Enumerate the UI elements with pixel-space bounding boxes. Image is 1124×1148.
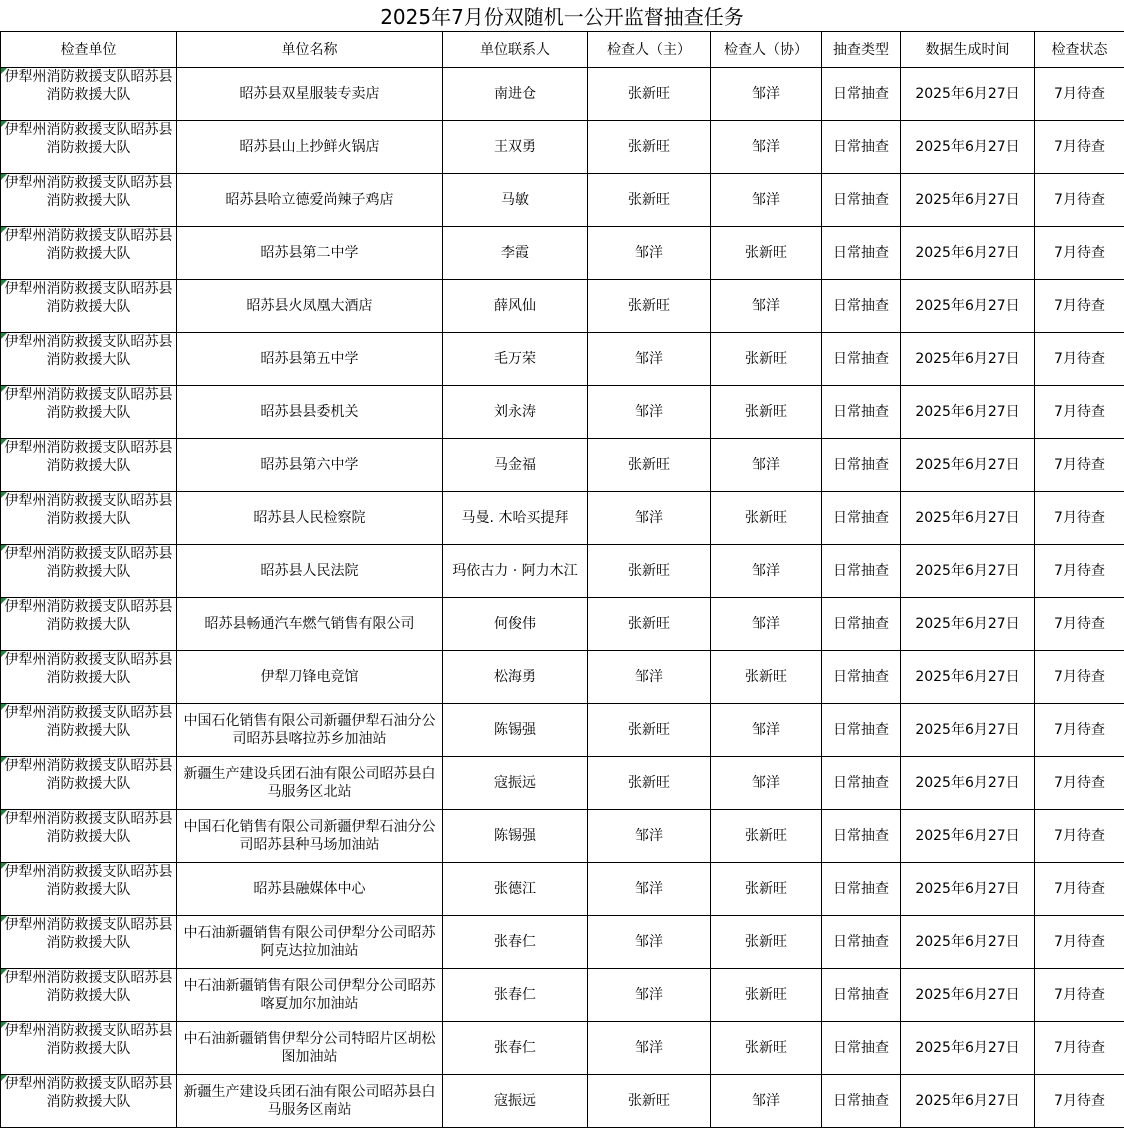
status-cell[interactable]: 7月待查	[1035, 439, 1124, 492]
check-type-cell[interactable]: 日常抽查	[822, 1022, 901, 1075]
generated-date-cell[interactable]: 2025年6月27日	[901, 439, 1035, 492]
inspector-main-cell[interactable]: 邹洋	[588, 969, 711, 1022]
unit-name-cell[interactable]: 昭苏县哈立德爱尚辣子鸡店	[177, 174, 443, 227]
table-row[interactable]	[1, 598, 1124, 651]
header-inspection-unit[interactable]: 检查单位	[1, 32, 177, 68]
check-type-cell[interactable]: 日常抽查	[822, 68, 901, 121]
check-type-cell[interactable]: 日常抽查	[822, 492, 901, 545]
inspection-unit-cell[interactable]: 伊犁州消防救援支队昭苏县消防救援大队	[1, 704, 177, 757]
header-inspector-main[interactable]: 检查人（主）	[588, 32, 711, 68]
generated-date-cell[interactable]: 2025年6月27日	[901, 810, 1035, 863]
unit-name-cell[interactable]: 昭苏县第六中学	[177, 439, 443, 492]
status-cell[interactable]: 7月待查	[1035, 280, 1124, 333]
status-cell[interactable]: 7月待查	[1035, 704, 1124, 757]
check-type-cell[interactable]: 日常抽查	[822, 227, 901, 280]
unit-name-cell[interactable]: 昭苏县人民法院	[177, 545, 443, 598]
inspector-assist-cell[interactable]: 张新旺	[711, 227, 822, 280]
inspector-assist-cell[interactable]: 张新旺	[711, 969, 822, 1022]
header-inspector-assist[interactable]: 检查人（协）	[711, 32, 822, 68]
generated-date-cell[interactable]: 2025年6月27日	[901, 704, 1035, 757]
status-cell[interactable]: 7月待查	[1035, 757, 1124, 810]
generated-date-cell[interactable]: 2025年6月27日	[901, 1022, 1035, 1075]
check-type-cell[interactable]: 日常抽查	[822, 386, 901, 439]
inspector-main-cell[interactable]: 张新旺	[588, 1075, 711, 1128]
inspector-main-cell[interactable]: 邹洋	[588, 916, 711, 969]
inspector-assist-cell[interactable]: 张新旺	[711, 651, 822, 704]
sheet-title: 2025年7月份双随机一公开监督抽查任务	[380, 5, 744, 29]
contact-cell[interactable]: 马曼. 木哈买提拜	[443, 492, 588, 545]
status-cell[interactable]: 7月待查	[1035, 1022, 1124, 1075]
unit-name-cell[interactable]: 昭苏县第二中学	[177, 227, 443, 280]
check-type-cell[interactable]: 日常抽查	[822, 969, 901, 1022]
check-type-cell[interactable]: 日常抽查	[822, 439, 901, 492]
inspection-unit-cell[interactable]: 伊犁州消防救援支队昭苏县消防救援大队	[1, 969, 177, 1022]
check-type-cell[interactable]: 日常抽查	[822, 545, 901, 598]
check-type-cell[interactable]: 日常抽查	[822, 863, 901, 916]
inspector-assist-cell[interactable]: 邹洋	[711, 757, 822, 810]
status-cell[interactable]: 7月待查	[1035, 545, 1124, 598]
table-row[interactable]	[1, 969, 1124, 1022]
generated-date-cell[interactable]: 2025年6月27日	[901, 545, 1035, 598]
unit-name-cell[interactable]: 昭苏县县委机关	[177, 386, 443, 439]
unit-name-cell[interactable]: 新疆生产建设兵团石油有限公司昭苏县白马服务区北站	[177, 757, 443, 810]
table-row[interactable]	[1, 704, 1124, 757]
status-cell[interactable]: 7月待查	[1035, 651, 1124, 704]
check-type-cell[interactable]: 日常抽查	[822, 121, 901, 174]
header-status[interactable]: 检查状态	[1035, 32, 1124, 68]
status-cell[interactable]: 7月待查	[1035, 121, 1124, 174]
generated-date-cell[interactable]: 2025年6月27日	[901, 227, 1035, 280]
check-type-cell[interactable]: 日常抽查	[822, 333, 901, 386]
generated-date-cell[interactable]: 2025年6月27日	[901, 969, 1035, 1022]
status-cell[interactable]: 7月待查	[1035, 916, 1124, 969]
table-row[interactable]	[1, 68, 1124, 121]
unit-name-cell[interactable]: 昭苏县山上抄鲜火锅店	[177, 121, 443, 174]
generated-date-cell[interactable]: 2025年6月27日	[901, 68, 1035, 121]
inspection-unit-cell[interactable]: 伊犁州消防救援支队昭苏县消防救援大队	[1, 121, 177, 174]
contact-cell[interactable]: 松海勇	[443, 651, 588, 704]
header-row	[1, 32, 1124, 68]
inspector-main-cell[interactable]: 邹洋	[588, 227, 711, 280]
check-type-cell[interactable]: 日常抽查	[822, 757, 901, 810]
inspector-main-cell[interactable]: 邹洋	[588, 492, 711, 545]
generated-date-cell[interactable]: 2025年6月27日	[901, 1075, 1035, 1128]
header-generated-date[interactable]: 数据生成时间	[901, 32, 1035, 68]
inspector-assist-cell[interactable]: 邹洋	[711, 1075, 822, 1128]
inspection-unit-cell[interactable]: 伊犁州消防救援支队昭苏县消防救援大队	[1, 280, 177, 333]
inspector-assist-cell[interactable]: 邹洋	[711, 174, 822, 227]
status-cell[interactable]: 7月待查	[1035, 333, 1124, 386]
contact-cell[interactable]: 薛风仙	[443, 280, 588, 333]
inspector-assist-cell[interactable]: 邹洋	[711, 439, 822, 492]
status-cell[interactable]: 7月待查	[1035, 492, 1124, 545]
check-type-cell[interactable]: 日常抽查	[822, 651, 901, 704]
generated-date-cell[interactable]: 2025年6月27日	[901, 492, 1035, 545]
table-row[interactable]	[1, 545, 1124, 598]
status-cell[interactable]: 7月待查	[1035, 1075, 1124, 1128]
header-contact[interactable]: 单位联系人	[443, 32, 588, 68]
table-row[interactable]	[1, 863, 1124, 916]
unit-name-cell[interactable]: 中石油新疆销售有限公司伊犁分公司昭苏阿克达拉加油站	[177, 916, 443, 969]
generated-date-cell[interactable]: 2025年6月27日	[901, 333, 1035, 386]
status-cell[interactable]: 7月待查	[1035, 810, 1124, 863]
table-row[interactable]	[1, 1075, 1124, 1128]
inspection-unit-cell[interactable]: 伊犁州消防救援支队昭苏县消防救援大队	[1, 1075, 177, 1128]
inspection-unit-cell[interactable]: 伊犁州消防救援支队昭苏县消防救援大队	[1, 227, 177, 280]
contact-cell[interactable]: 张春仁	[443, 916, 588, 969]
inspector-assist-cell[interactable]: 张新旺	[711, 916, 822, 969]
inspection-unit-cell[interactable]: 伊犁州消防救援支队昭苏县消防救援大队	[1, 68, 177, 121]
contact-cell[interactable]: 张春仁	[443, 969, 588, 1022]
unit-name-cell[interactable]: 中石油新疆销售伊犁分公司特昭片区胡松图加油站	[177, 1022, 443, 1075]
table-body	[1, 68, 1124, 1128]
inspector-assist-cell[interactable]: 邹洋	[711, 68, 822, 121]
inspection-table	[0, 31, 1124, 1128]
inspection-unit-cell[interactable]: 伊犁州消防救援支队昭苏县消防救援大队	[1, 598, 177, 651]
inspector-assist-cell[interactable]: 邹洋	[711, 598, 822, 651]
generated-date-cell[interactable]: 2025年6月27日	[901, 386, 1035, 439]
inspector-main-cell[interactable]: 张新旺	[588, 174, 711, 227]
check-type-cell[interactable]: 日常抽查	[822, 174, 901, 227]
inspector-main-cell[interactable]: 邹洋	[588, 651, 711, 704]
generated-date-cell[interactable]: 2025年6月27日	[901, 651, 1035, 704]
unit-name-cell[interactable]: 新疆生产建设兵团石油有限公司昭苏县白马服务区南站	[177, 1075, 443, 1128]
check-type-cell[interactable]: 日常抽查	[822, 598, 901, 651]
inspector-main-cell[interactable]: 邹洋	[588, 1022, 711, 1075]
table-row[interactable]	[1, 492, 1124, 545]
inspection-unit-cell[interactable]: 伊犁州消防救援支队昭苏县消防救援大队	[1, 757, 177, 810]
status-cell[interactable]: 7月待查	[1035, 227, 1124, 280]
inspection-unit-cell[interactable]: 伊犁州消防救援支队昭苏县消防救援大队	[1, 386, 177, 439]
contact-cell[interactable]: 李霞	[443, 227, 588, 280]
inspection-unit-cell[interactable]: 伊犁州消防救援支队昭苏县消防救援大队	[1, 174, 177, 227]
status-cell[interactable]: 7月待查	[1035, 68, 1124, 121]
status-cell[interactable]: 7月待查	[1035, 598, 1124, 651]
inspector-main-cell[interactable]: 邹洋	[588, 386, 711, 439]
inspection-unit-cell[interactable]: 伊犁州消防救援支队昭苏县消防救援大队	[1, 492, 177, 545]
table-row[interactable]	[1, 174, 1124, 227]
unit-name-cell[interactable]: 昭苏县第五中学	[177, 333, 443, 386]
inspection-unit-cell[interactable]: 伊犁州消防救援支队昭苏县消防救援大队	[1, 1022, 177, 1075]
inspection-unit-cell[interactable]: 伊犁州消防救援支队昭苏县消防救援大队	[1, 333, 177, 386]
inspector-assist-cell[interactable]: 张新旺	[711, 333, 822, 386]
inspector-main-cell[interactable]: 张新旺	[588, 704, 711, 757]
generated-date-cell[interactable]: 2025年6月27日	[901, 757, 1035, 810]
table-row[interactable]	[1, 651, 1124, 704]
inspection-unit-cell[interactable]: 伊犁州消防救援支队昭苏县消防救援大队	[1, 810, 177, 863]
generated-date-cell[interactable]: 2025年6月27日	[901, 863, 1035, 916]
inspector-main-cell[interactable]: 邹洋	[588, 333, 711, 386]
inspector-assist-cell[interactable]: 邹洋	[711, 704, 822, 757]
generated-date-cell[interactable]: 2025年6月27日	[901, 280, 1035, 333]
inspector-assist-cell[interactable]: 邹洋	[711, 545, 822, 598]
inspector-main-cell[interactable]: 张新旺	[588, 439, 711, 492]
header-unit-name[interactable]: 单位名称	[177, 32, 443, 68]
check-type-cell[interactable]: 日常抽查	[822, 1075, 901, 1128]
unit-name-cell[interactable]: 昭苏县人民检察院	[177, 492, 443, 545]
inspector-main-cell[interactable]: 张新旺	[588, 757, 711, 810]
status-cell[interactable]: 7月待查	[1035, 969, 1124, 1022]
inspector-main-cell[interactable]: 张新旺	[588, 121, 711, 174]
status-cell[interactable]: 7月待查	[1035, 174, 1124, 227]
inspection-unit-cell[interactable]: 伊犁州消防救援支队昭苏县消防救援大队	[1, 651, 177, 704]
contact-cell[interactable]: 张春仁	[443, 1022, 588, 1075]
contact-cell[interactable]: 寇振远	[443, 1075, 588, 1128]
unit-name-cell[interactable]: 昭苏县融媒体中心	[177, 863, 443, 916]
unit-name-cell[interactable]: 中石油新疆销售有限公司伊犁分公司昭苏喀夏加尔加油站	[177, 969, 443, 1022]
contact-cell[interactable]: 张德江	[443, 863, 588, 916]
inspector-assist-cell[interactable]: 张新旺	[711, 863, 822, 916]
generated-date-cell[interactable]: 2025年6月27日	[901, 121, 1035, 174]
inspector-assist-cell[interactable]: 邹洋	[711, 121, 822, 174]
unit-name-cell[interactable]: 中国石化销售有限公司新疆伊犁石油分公司昭苏县种马场加油站	[177, 810, 443, 863]
header-check-type[interactable]: 抽查类型	[822, 32, 901, 68]
table-row[interactable]	[1, 810, 1124, 863]
check-type-cell[interactable]: 日常抽查	[822, 704, 901, 757]
inspection-unit-cell[interactable]: 伊犁州消防救援支队昭苏县消防救援大队	[1, 439, 177, 492]
check-type-cell[interactable]: 日常抽查	[822, 280, 901, 333]
table-row[interactable]	[1, 916, 1124, 969]
contact-cell[interactable]: 王双勇	[443, 121, 588, 174]
inspector-main-cell[interactable]: 张新旺	[588, 280, 711, 333]
status-cell[interactable]: 7月待查	[1035, 386, 1124, 439]
contact-cell[interactable]: 南进仓	[443, 68, 588, 121]
generated-date-cell[interactable]: 2025年6月27日	[901, 598, 1035, 651]
inspector-assist-cell[interactable]: 张新旺	[711, 492, 822, 545]
table-row[interactable]	[1, 386, 1124, 439]
unit-name-cell[interactable]: 伊犁刀锋电竞馆	[177, 651, 443, 704]
inspector-assist-cell[interactable]: 张新旺	[711, 810, 822, 863]
inspector-assist-cell[interactable]: 张新旺	[711, 1022, 822, 1075]
inspection-unit-cell[interactable]: 伊犁州消防救援支队昭苏县消防救援大队	[1, 916, 177, 969]
inspection-unit-cell[interactable]: 伊犁州消防救援支队昭苏县消防救援大队	[1, 545, 177, 598]
inspector-main-cell[interactable]: 邹洋	[588, 810, 711, 863]
table-row[interactable]	[1, 1022, 1124, 1075]
contact-cell[interactable]: 毛万荣	[443, 333, 588, 386]
table-row[interactable]	[1, 280, 1124, 333]
inspector-main-cell[interactable]: 张新旺	[588, 598, 711, 651]
contact-cell[interactable]: 玛依古力 · 阿力木江	[443, 545, 588, 598]
inspector-main-cell[interactable]: 张新旺	[588, 545, 711, 598]
unit-name-cell[interactable]: 中国石化销售有限公司新疆伊犁石油分公司昭苏县喀拉苏乡加油站	[177, 704, 443, 757]
table-row[interactable]	[1, 121, 1124, 174]
contact-cell[interactable]: 马敏	[443, 174, 588, 227]
inspector-assist-cell[interactable]: 张新旺	[711, 386, 822, 439]
generated-date-cell[interactable]: 2025年6月27日	[901, 916, 1035, 969]
unit-name-cell[interactable]: 昭苏县畅通汽车燃气销售有限公司	[177, 598, 443, 651]
inspector-assist-cell[interactable]: 邹洋	[711, 280, 822, 333]
inspection-unit-cell[interactable]: 伊犁州消防救援支队昭苏县消防救援大队	[1, 863, 177, 916]
table-row[interactable]	[1, 439, 1124, 492]
table-row[interactable]	[1, 757, 1124, 810]
inspector-main-cell[interactable]: 邹洋	[588, 863, 711, 916]
generated-date-cell[interactable]: 2025年6月27日	[901, 174, 1035, 227]
unit-name-cell[interactable]: 昭苏县双星服装专卖店	[177, 68, 443, 121]
check-type-cell[interactable]: 日常抽查	[822, 810, 901, 863]
contact-cell[interactable]: 寇振远	[443, 757, 588, 810]
contact-cell[interactable]: 何俊伟	[443, 598, 588, 651]
contact-cell[interactable]: 刘永涛	[443, 386, 588, 439]
table-row[interactable]	[1, 227, 1124, 280]
status-cell[interactable]: 7月待查	[1035, 863, 1124, 916]
contact-cell[interactable]: 马金福	[443, 439, 588, 492]
inspector-main-cell[interactable]: 张新旺	[588, 68, 711, 121]
table-row[interactable]	[1, 333, 1124, 386]
contact-cell[interactable]: 陈锡强	[443, 810, 588, 863]
check-type-cell[interactable]: 日常抽查	[822, 916, 901, 969]
unit-name-cell[interactable]: 昭苏县火凤凰大酒店	[177, 280, 443, 333]
contact-cell[interactable]: 陈锡强	[443, 704, 588, 757]
